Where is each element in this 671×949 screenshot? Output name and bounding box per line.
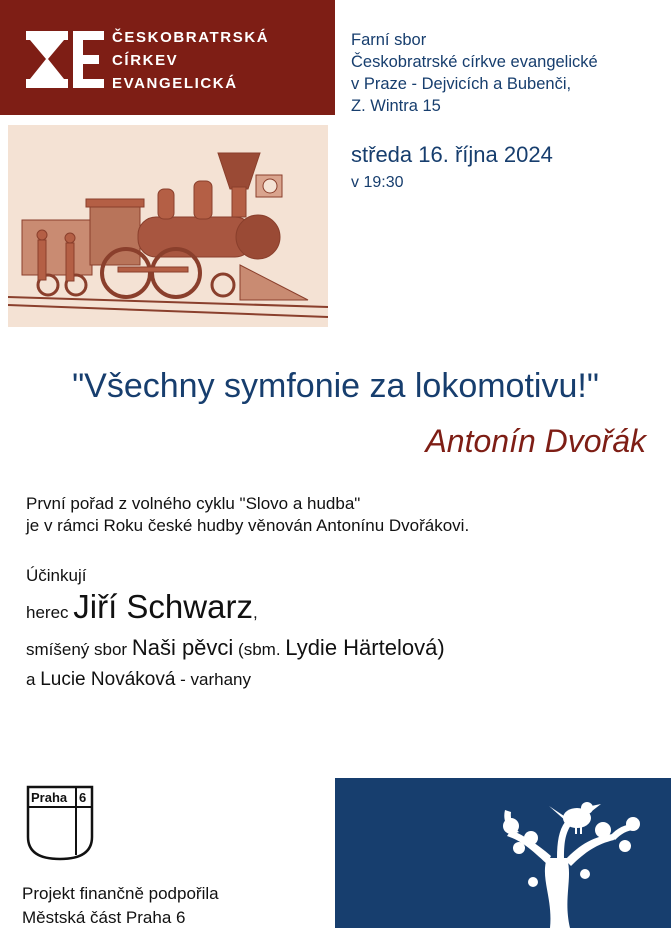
performers-heading: Účinkují [26, 566, 87, 585]
actor-prefix: herec [26, 603, 69, 622]
organizer-line-2: Českobratrské církve evangelické [351, 53, 598, 71]
crest-number: 6 [79, 790, 87, 805]
choir-leader: Lydie Härtelová) [285, 635, 445, 660]
actor-suffix: , [252, 603, 258, 622]
praha6-crest-icon [26, 785, 94, 861]
organ-suffix: - varhany [180, 670, 252, 689]
logo-text-line-1: ČESKOBRATRSKÁ [112, 29, 270, 46]
intro-line-1: První pořad z volného cyklu "Slovo a hudba" [26, 494, 361, 513]
organ-name: Lucie Nováková [40, 669, 176, 690]
event-time: v 19:30 [351, 174, 404, 191]
choir-prefix: smíšený sbor [26, 640, 128, 659]
performer-organ-line [26, 669, 251, 691]
performer-actor-line [26, 588, 258, 626]
funding-line-1: Projekt finančně podpořila [22, 884, 219, 903]
organizer-line-1: Farní sbor [351, 31, 427, 49]
logo-text-line-2: CÍRKEV [112, 52, 179, 69]
choir-name: Naši pěvci [131, 635, 234, 660]
tree-bird-silhouette-icon [335, 778, 671, 949]
choir-leader-prefix: (sbm. [238, 640, 281, 659]
actor-name: Jiří Schwarz [73, 588, 253, 625]
locomotive-photo [8, 125, 328, 327]
intro-line-2: je v rámci Roku české hudby věnován Antonínu Dvořákovi. [26, 516, 470, 535]
event-title: "Všechny symfonie za lokomotivu!" [72, 367, 599, 405]
event-date: středa 16. října 2024 [351, 142, 553, 167]
church-logo-banner [0, 0, 335, 115]
chalice-cross-logo-icon [26, 31, 104, 88]
composer-name: Antonín Dvořák [425, 423, 646, 459]
organizer-line-3: v Praze - Dejvicích a Bubenči, [351, 75, 572, 93]
crest-label: Praha [31, 790, 68, 805]
funding-line-2: Městská část Praha 6 [22, 908, 186, 927]
organ-prefix: a [26, 670, 36, 689]
locomotive-icon [8, 125, 328, 327]
logo-text-line-3: EVANGELICKÁ [112, 75, 238, 92]
organizer-line-4: Z. Wintra 15 [351, 97, 441, 115]
performer-choir-line [26, 635, 445, 661]
blue-tree-panel [335, 778, 671, 949]
